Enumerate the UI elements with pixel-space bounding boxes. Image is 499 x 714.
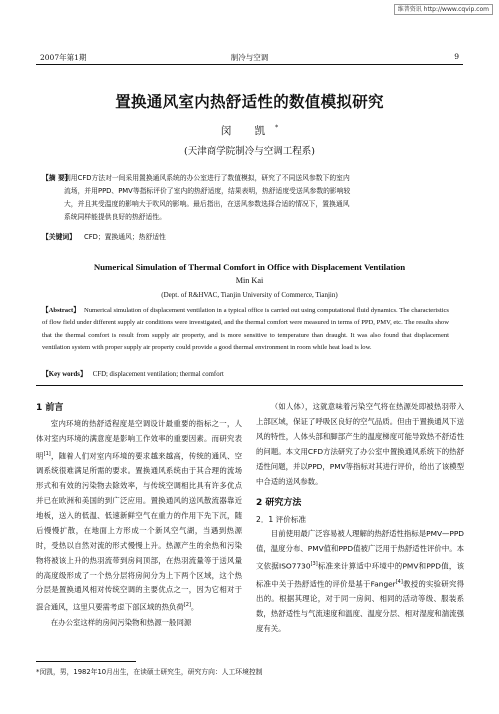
en-abstract — [42, 305, 449, 354]
body-paragraph — [256, 527, 464, 636]
author — [0, 123, 499, 138]
citation: [4] — [395, 578, 403, 585]
en-keywords-text: CFD; displacement ventilation; thermal comfort — [92, 371, 224, 378]
paragraph-text: 。 — [190, 602, 199, 612]
paragraph-text: 目前使用最广泛容易被人理解的热舒适性指标是PMV—PPD值，温度分布、PMV值和PPD值被广泛用于热舒适性评价中。本文依据ISO7730 — [256, 529, 464, 571]
paper-title: 置换通风室内热舒适性的数值模拟研究 — [115, 93, 384, 111]
en-abstract-label: 【Abstract】 — [42, 307, 80, 314]
cn-abstract-line: 流场，并用PPD、PMV等指标评价了室内的热舒适度，结果表明，热舒适度受送风参数的影响较 — [64, 187, 351, 195]
en-title: Numerical Simulation of Thermal Comfort in Office with Displacement Ventilation — [93, 262, 406, 272]
right-column — [256, 400, 464, 637]
body-paragraph: 在办公室这样的房间污染物和热源一般同源 — [50, 617, 192, 627]
running-header — [36, 52, 463, 65]
cn-keywords — [42, 231, 449, 243]
cn-abstract — [42, 172, 449, 224]
header-journal: 制冷与空调 — [230, 53, 269, 62]
en-keywords-label: 【Key words】 — [42, 371, 87, 378]
watermark: 维普资讯 http://www.cqvip.com — [394, 4, 493, 15]
cn-abstract-label: 【摘 要】 — [42, 174, 72, 182]
citation: [2] — [183, 602, 191, 609]
en-abstract-text: Numerical simulation of displacement ventilation in a typical office is carried out using computational fluid dynamics. The characteristics of flow field under different supply air conditions were investigated, and the thermal comfort were measured in terms of PPD, PMV, etc. The results show that the thermal comfort is result from supply air property, and is more sensitive to temperature than draught. It was also found that displacement ventilation system with proper supply air property could provide a good thermal environment in room while heat load is low. — [42, 307, 449, 351]
en-affiliation: (Dept. of R&HVAC, Tianjin University of Commerce, Tianjin) — [161, 291, 338, 299]
body-paragraph — [36, 417, 242, 616]
citation: [3] — [310, 561, 318, 568]
paragraph-text: 标准来计算适中环境中的PMV和PPD值，该标准中关于热舒适性的评价是基于Fanger — [256, 561, 465, 589]
paragraph-text: ，随着人们对室内环境的要求越来越高，传统的通风、空调系统很难满足所需的要求。置换通风系统由于其合理的流场形式和有效的污染物去除效率，与传统空调相比具有许多优点并已在欧洲和美国的到广泛应用。置换通风的送风散流器靠近地板，送入的低温、低速新鲜空气在重力的作用下先下沉，随后慢慢扩散，在地面上方形成一个新风空气湖，当遇到热源时，受热以自然对流的形式慢慢上升。热源产生的余热和污染物将被该上升的热羽流带到房间顶部，在热羽流量等于送风量的高度级形成了一个热分层将房间分为上下两个区域，这个热分层是置换通风相对传统空调的主要优点之一，因为它相对于混合通风，这里只要需考虑下部区域的热负荷 — [36, 451, 242, 612]
citation: [1] — [43, 450, 51, 457]
footnote-divider — [36, 661, 136, 662]
en-keywords — [42, 369, 449, 381]
affiliation: (天津商学院制冷与空调工程系) — [184, 146, 315, 157]
header-page-number: 9 — [454, 52, 459, 61]
cn-abstract-line: 利用CFD方法对一间采用置换通风系统的办公室进行了数值模拟，研究了不同送风参数下的室内 — [64, 174, 350, 182]
section-heading: 2 研究方法 — [256, 498, 302, 509]
left-column — [36, 400, 242, 631]
paragraph-text: 室内环境的热舒适程度是空调设计最重要的指标之一，人体对室内环境的满意度是影响工作效率的重要因素。而研究表明 — [36, 419, 242, 461]
paragraph-text: 教授的实验研究得出的。根据其理论，对于同一房间、相同的活动等级、服装系数，热舒适性与气流速度和温度、温度分层、相对湿度和湍流强度有关。 — [256, 579, 464, 633]
subsection-heading: 2．1 评价标准 — [256, 515, 307, 525]
body-paragraph: （如人体），这就意味着污染空气将在热源处即被热羽带入上部区域，保证了呼吸区良好的空气品质。但由于置换通风下送风的特性，人体头部和脚部产生的温度梯度可能导致热不舒适性的问题。本文用CFD方法研究了办公室中置换通风系统下的热舒适性问题，并以PPD，PMV等指标对其进行评价，给出了该模型中合适的送风参数。 — [256, 402, 464, 486]
author-name: 闵 凯 — [220, 125, 276, 137]
section-heading: 1 前言 — [36, 403, 64, 413]
en-author: Min Kai — [235, 276, 264, 285]
author-footnote-mark: * — [275, 124, 279, 132]
cn-keywords-text: CFD；置换通风；热舒适性 — [83, 233, 166, 241]
cn-keywords-label: 【关键词】 — [42, 233, 76, 241]
cn-abstract-line: 大，并且其受温度的影响大于吹风的影响。最后指出，在送风参数选择合适的情况下，置换通风 — [64, 200, 350, 208]
header-issue: 2007年第1期 — [40, 53, 87, 62]
author-footnote: *闵凯，男，1982年10月出生，在读硕士研究生，研究方向：人工环境控制 — [36, 668, 263, 676]
abstract-divider — [36, 385, 463, 386]
cn-abstract-line: 系统同样能提供良好的热舒适性。 — [64, 213, 166, 221]
